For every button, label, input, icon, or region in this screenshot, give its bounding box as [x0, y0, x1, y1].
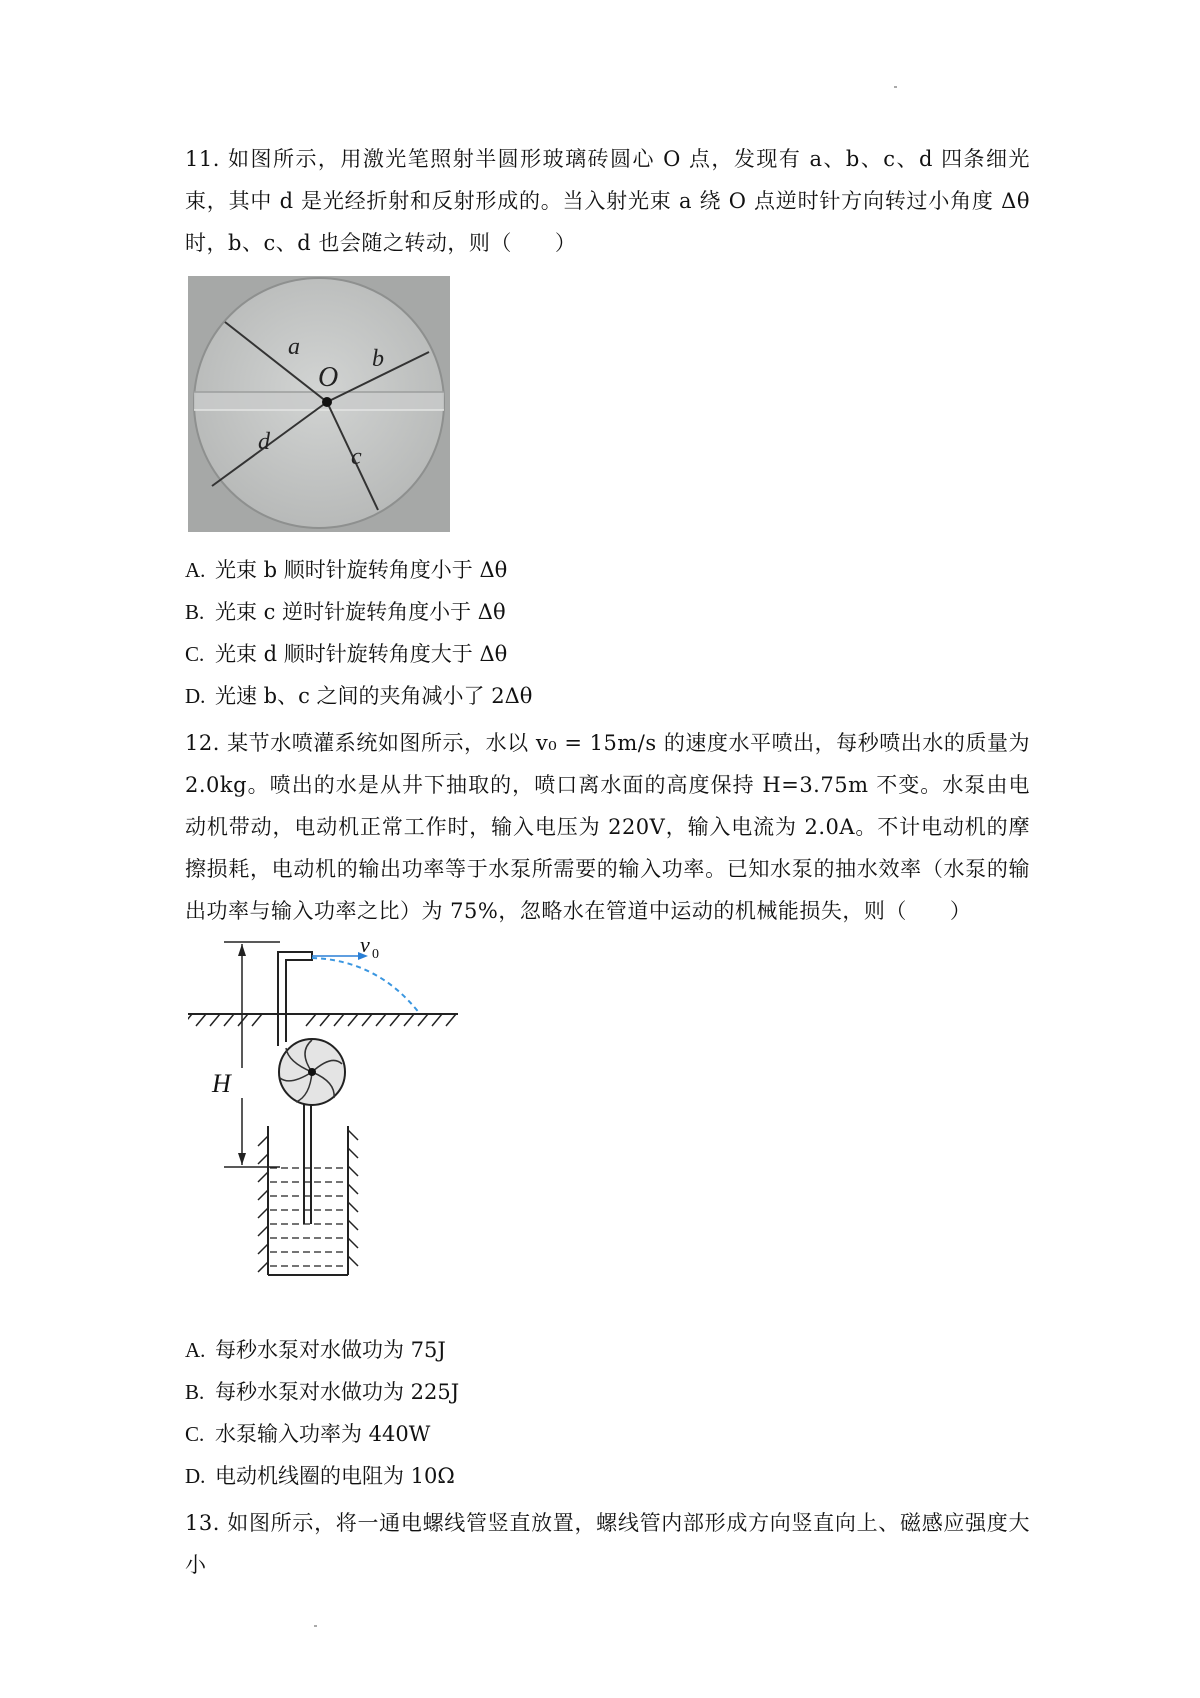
q12-stem: 12. 某节水喷灌系统如图所示，水以 v₀ = 15m/s 的速度水平喷出，每秒喷出水的质量为 2.0kg。喷出的水是从井下抽取的，喷口离水面的高度保持 H=3.75m 不变。水泵由电动机带动，电动机正常工作时，输入电压为 220V，输入电流为 2.0A。不计电动机的摩擦损耗，电动机的输出功率等于水泵所需要的输入功率。已知水泵的抽水效率（水泵的输出功率与输入功率之比）为 75%，忽略水在管道中运动的机械能损失，则（ ）: [185, 731, 1030, 923]
q12-option-c: C. 水泵输入功率为 440W: [185, 1422, 431, 1446]
q12-option-a: A. 每秒水泵对水做功为 75J: [185, 1338, 446, 1362]
label-c: c: [351, 444, 362, 470]
q13-stem: 13. 如图所示，将一通电螺线管竖直放置，螺线管内部形成方向竖直向上、磁感应强度大小: [185, 1511, 1030, 1577]
label-v0-sub: 0: [372, 947, 379, 962]
label-a: a: [288, 334, 300, 360]
q11-option-b: B. 光束 c 逆时针旋转角度小于 Δθ: [185, 600, 506, 624]
q12-pump-figure: [188, 940, 468, 1285]
scan-dot: [894, 86, 897, 88]
q11-option-d: D. 光速 b、c 之间的夹角减小了 2Δθ: [185, 684, 533, 708]
q12-option-d: D. 电动机线圈的电阻为 10Ω: [185, 1464, 455, 1488]
q12-option-b: B. 每秒水泵对水做功为 225J: [185, 1380, 460, 1404]
pipe-upper: [278, 952, 312, 1046]
q11-stem: 11. 如图所示，用激光笔照射半圆形玻璃砖圆心 O 点，发现有 a、b、c、d 四条细光束，其中 d 是光经折射和反射形成的。当入射光束 a 绕 O 点逆时针方向转过小角度 Δθ 时，b、c、d 也会随之转动，则（ ）: [185, 147, 1030, 255]
ground-hatch: [188, 1014, 456, 1026]
label-O: O: [318, 362, 339, 393]
q11-glass-figure: [188, 276, 450, 532]
water-trajectory: [312, 958, 420, 1014]
q11-option-a: A. 光束 b 顺时针旋转角度小于 Δθ: [185, 558, 508, 582]
label-v0: v: [360, 940, 370, 957]
label-b: b: [372, 346, 384, 372]
label-H: H: [212, 1069, 231, 1098]
scan-dot: [314, 1625, 317, 1627]
point-O: [322, 397, 332, 407]
q11-option-c: C. 光束 d 顺时针旋转角度大于 Δθ: [185, 642, 508, 666]
label-d: d: [258, 429, 270, 455]
well-water: [270, 1168, 346, 1266]
